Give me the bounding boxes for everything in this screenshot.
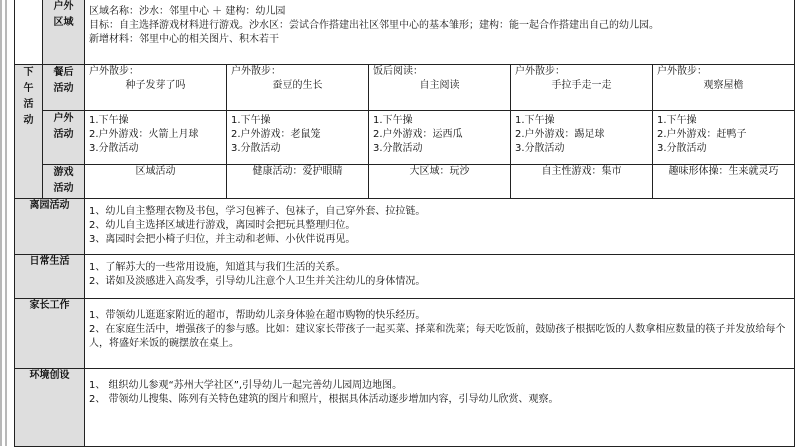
- outdoor-item: 2.户外游戏：火箭上月球: [89, 129, 199, 140]
- environment-line: 1、 组织幼儿参观“苏州大学社区”,引导幼儿一起完善幼儿园周边地图。: [89, 380, 403, 391]
- outdoor-item: 3.分散活动: [373, 143, 423, 154]
- parents-content: [85, 299, 795, 369]
- after-meal-cell: [653, 65, 795, 111]
- after-meal-label: 饭后阅读：: [373, 66, 423, 77]
- afternoon-header: [15, 65, 43, 199]
- leaving-line: 3、离园时会把小椅子归位，并主动和老师、小伙伴说再见。: [89, 234, 356, 245]
- daily-life-line: 2、诺如及淡感进入高发季，引导幼儿注意个人卫生并关注幼儿的身体情况。: [89, 276, 426, 287]
- region-header-text: 户外区域: [53, 1, 74, 28]
- game-activity-cell: 趣味形体操：生来就灵巧: [653, 165, 795, 199]
- outdoor-item: 1.下午操: [231, 115, 271, 126]
- daily-life-content: [85, 255, 795, 299]
- environment-content: [85, 369, 795, 447]
- leaving-line: 1、幼儿自主整理衣物及书包，学习包裤子、包袜子，自己穿外套、拉拉链。: [89, 206, 426, 217]
- outdoor-activity-header-text: 户外活动: [53, 113, 74, 140]
- environment-header: 环境创设: [15, 369, 85, 447]
- outdoor-item: 1.下午操: [515, 115, 555, 126]
- outdoor-activity-header: [43, 111, 85, 165]
- after-meal-label: 户外散步：: [515, 66, 565, 77]
- outdoor-item: 3.分散活动: [657, 143, 707, 154]
- outdoor-activity-cell: [653, 111, 795, 165]
- after-meal-header-text: 餐后活动: [53, 67, 74, 94]
- after-meal-activity: 手拉手走一走: [551, 80, 612, 91]
- game-activity-header: [43, 165, 85, 199]
- weekly-plan-table: [14, 0, 795, 447]
- game-activity-cell: 大区域：玩沙: [369, 165, 511, 199]
- outdoor-item: 1.下午操: [657, 115, 697, 126]
- outdoor-item: 2.户外游戏：运西瓜: [373, 129, 463, 140]
- blank-corner-cell: [15, 0, 43, 65]
- region-content: [85, 0, 795, 65]
- outdoor-item: 3.分散活动: [515, 143, 565, 154]
- game-activity-header-text: 游戏活动: [53, 167, 74, 194]
- outdoor-item: 1.下午操: [89, 115, 129, 126]
- afternoon-header-text: 下午活动: [23, 67, 34, 126]
- after-meal-activity: 种子发芽了吗: [125, 80, 186, 91]
- outdoor-item: 2.户外游戏：老鼠笼: [231, 129, 321, 140]
- outdoor-item: 1.下午操: [373, 115, 413, 126]
- after-meal-cell: [511, 65, 653, 111]
- region-header: [43, 0, 85, 65]
- outdoor-item: 3.分散活动: [231, 143, 281, 154]
- outdoor-item: 3.分散活动: [89, 143, 139, 154]
- region-line-2: 目标：自主选择游戏材料进行游戏。沙水区：尝试合作搭建出社区邻里中心的基本雏形；建构：能一起合作搭建出自己的幼儿园。: [89, 20, 659, 31]
- after-meal-activity: 观察屋檐: [703, 80, 744, 91]
- after-meal-label: 户外散步：: [89, 66, 139, 77]
- environment-line: 2、 带领幼儿搜集、陈列有关特色建筑的图片和照片，根据具体活动逐步增加内容，引导幼儿欣赏、观察。: [89, 394, 559, 405]
- leaving-content: [85, 199, 795, 255]
- outdoor-item: 2.户外游戏：踢足球: [515, 129, 605, 140]
- game-activity-cell: 区域活动: [85, 165, 227, 199]
- page-edge-line: [5, 0, 7, 446]
- region-line-3: 新增材料：邻里中心的相关图片、积木若干: [89, 34, 279, 45]
- outdoor-item: 2.户外游戏：赶鸭子: [657, 129, 747, 140]
- daily-life-line: 1、了解苏大的一些常用设施，知道其与我们生活的关系。: [89, 262, 346, 273]
- after-meal-activity: 自主阅读: [419, 80, 460, 91]
- leaving-header: 离园活动: [15, 199, 85, 255]
- after-meal-cell: [369, 65, 511, 111]
- parents-header: 家长工作: [15, 299, 85, 369]
- after-meal-header: [43, 65, 85, 111]
- game-activity-cell: 健康活动：爱护眼睛: [227, 165, 369, 199]
- after-meal-label: 户外散步：: [231, 66, 281, 77]
- parents-line: 1、带领幼儿逛逛家附近的超市，帮助幼儿亲身体验在超市购物的快乐经历。: [89, 310, 426, 321]
- daily-life-header: 日常生活: [15, 255, 85, 299]
- after-meal-cell: [227, 65, 369, 111]
- outdoor-activity-cell: [227, 111, 369, 165]
- outdoor-activity-cell: [85, 111, 227, 165]
- outdoor-activity-cell: [369, 111, 511, 165]
- after-meal-activity: 蚕豆的生长: [272, 80, 323, 91]
- leaving-line: 2、幼儿自主选择区域进行游戏，离园时会把玩具整理归位。: [89, 220, 356, 231]
- page-edge-line: [0, 0, 2, 446]
- game-activity-cell: 自主性游戏：集市: [511, 165, 653, 199]
- parents-line: 2、在家庭生活中，增强孩子的参与感。比如：建议家长带孩子一起买菜、择菜和洗菜；每天吃饭前，鼓励孩子根据吃饭的人数拿相应数量的筷子并发放给每个人，将盛好米饭的碗摆放在桌上。: [89, 324, 786, 349]
- after-meal-cell: [85, 65, 227, 111]
- outdoor-activity-cell: [511, 111, 653, 165]
- after-meal-label: 户外散步：: [657, 66, 707, 77]
- region-line-1: 区域名称：沙水：邻里中心 ＋ 建构：幼儿园: [89, 6, 286, 17]
